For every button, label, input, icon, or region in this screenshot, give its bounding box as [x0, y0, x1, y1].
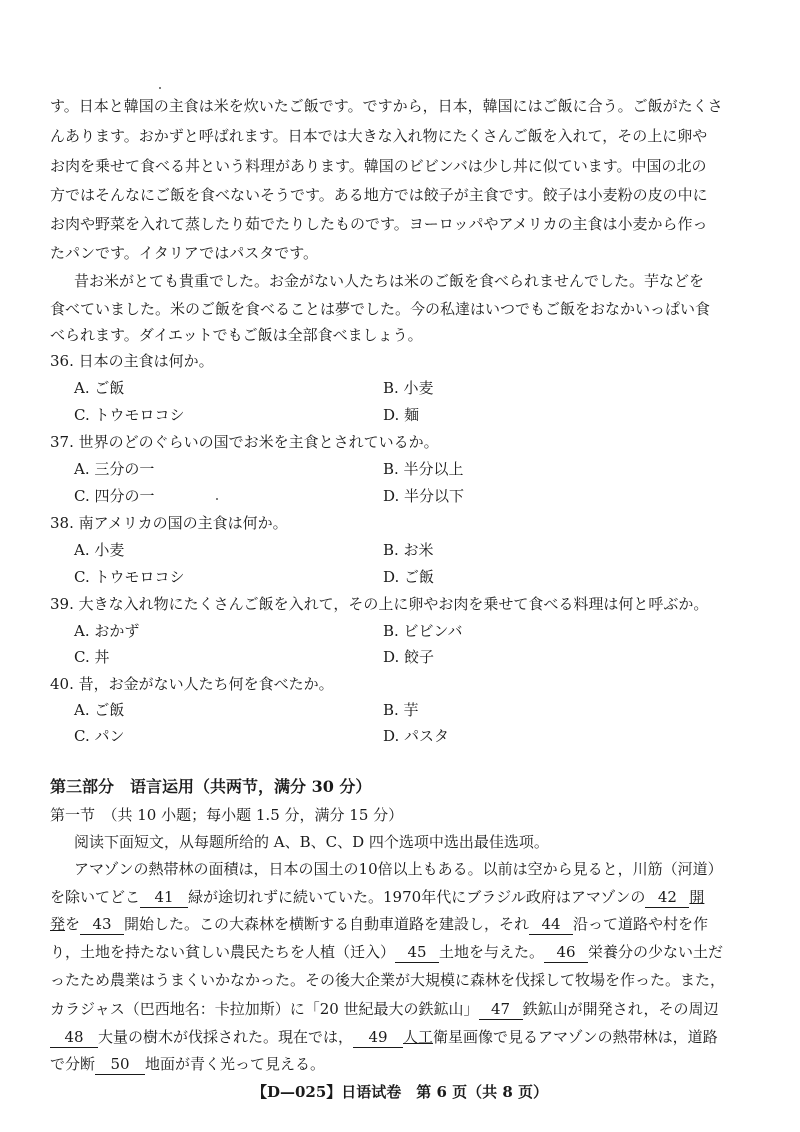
option-38-b[interactable]: B. お米 — [383, 541, 434, 559]
cloze-line — [50, 914, 762, 935]
option-39-b[interactable]: B. ビビンバ — [383, 622, 463, 640]
option-38-c[interactable]: C. トウモロコシ — [74, 568, 185, 586]
question-40: 40. 昔，お金がない人たち何を食べたか。 — [50, 675, 334, 693]
cloze-text: 土地を与えた。 — [439, 943, 545, 961]
section1-heading: 第一节 （共 10 小题；每小题 1.5 分，满分 15 分） — [50, 806, 404, 824]
cloze-text: を除いてどこ — [50, 888, 141, 906]
cloze-text: カラジャス（巴西地名：卡拉加斯）に「20 世紀最大の鉄鉱山」 — [50, 1000, 479, 1018]
cloze-line — [50, 999, 762, 1020]
option-40-b[interactable]: B. 芋 — [383, 701, 419, 719]
passage-line: す。日本と韓国の主食は米を炊いたご飯です。ですから，日本，韓国にはご飯に合う。ご飯がたくさ — [50, 97, 723, 115]
question-36: 36. 日本の主食は何か。 — [50, 352, 214, 370]
option-39-a[interactable]: A. おかず — [74, 622, 140, 640]
cloze-text: 沿って道路や村を作 — [573, 915, 709, 933]
option-38-a[interactable]: A. 小麦 — [74, 541, 125, 559]
passage-line: べられます。ダイエットでもご飯は全部食べましょう。 — [50, 326, 423, 344]
passage-line: お肉を乗せて食べる丼という料理があります。韓国のビビンバは少し丼に似ています。中国の北の — [50, 157, 707, 175]
blank-50[interactable]: 50 — [95, 1054, 145, 1075]
cloze-line — [50, 1027, 762, 1048]
option-38-d[interactable]: D. ご飯 — [383, 568, 435, 586]
cloze-line — [50, 942, 762, 963]
blank-46[interactable]: 46 — [544, 942, 588, 963]
passage-line: たパンです。イタリアではパスタです。 — [50, 244, 319, 262]
cloze-text: 栄養分の少ない土だ — [588, 943, 724, 961]
blank-41[interactable]: 41 — [140, 887, 188, 908]
blank-45[interactable]: 45 — [395, 942, 439, 963]
blank-49[interactable]: 49 — [353, 1027, 403, 1048]
cloze-line: ったため農業はうまくいかなかった。その後大企業が大規模に森林を伐採して牧場を作った。また， — [50, 971, 726, 989]
cloze-text: 開始した。この大森林を横断する自動車道路を建設し，それ — [124, 915, 530, 933]
passage-line: お肉や野菜を入れて蒸したり茹でたりしたものです。ヨーロッパやアメリカの主食は小麦から作っ — [50, 215, 708, 233]
blank-48[interactable]: 48 — [50, 1027, 98, 1048]
page-footer: 【D—025】日语试卷 第 6 页（共 8 页） — [251, 1083, 549, 1101]
passage-line: 方ではそんなにご飯を食べないそうです。ある地方では餃子が主食です。餃子は小麦粉の皮の中に — [50, 186, 708, 204]
passage-line: んあります。おかずと呼ばれます。日本では大きな入れ物にたくさんご飯を入れて，その上に卵や — [50, 127, 708, 145]
option-40-d[interactable]: D. パスタ — [383, 727, 450, 745]
cloze-text: 地面が青く光って見える。 — [145, 1055, 326, 1073]
blank-44[interactable]: 44 — [529, 914, 573, 935]
blank-43[interactable]: 43 — [80, 914, 124, 935]
cloze-text: 大量の樹木が伐採された。現在では， — [98, 1028, 354, 1046]
cloze-text: 鉄鉱山が開発され，その周辺 — [522, 1000, 719, 1018]
option-37-b[interactable]: B. 半分以上 — [383, 460, 464, 478]
option-37-a[interactable]: A. 三分の一 — [74, 460, 155, 478]
cloze-line — [50, 1054, 762, 1075]
cloze-line: アマゾンの熱帯林の面積は，日本の国土の10倍以上もある。以前は空から見ると，川筋（河道） — [74, 860, 723, 878]
cloze-line — [50, 887, 762, 908]
option-37-c[interactable]: C. 四分の一 — [74, 487, 155, 505]
option-40-a[interactable]: A. ご飯 — [74, 701, 125, 719]
question-39: 39. 大きな入れ物にたくさんご飯を入れて，その上に卵やお肉を乗せて食べる料理は何と呼ぶか。 — [50, 595, 709, 613]
cloze-text: 緑が途切れずに続いていた。1970年代にブラジル政府はアマゾンの — [188, 888, 646, 906]
blank-42[interactable]: 42 — [645, 887, 689, 908]
option-36-b[interactable]: B. 小麦 — [383, 379, 434, 397]
option-36-d[interactable]: D. 麺 — [383, 406, 420, 424]
section1-instruction: 阅读下面短文，从每题所给的 A、B、C、D 四个选项中选出最佳选项。 — [74, 833, 549, 851]
scan-speck — [216, 498, 218, 500]
cloze-underlined: 発 — [50, 915, 66, 933]
cloze-text: で分断 — [50, 1055, 96, 1073]
option-39-c[interactable]: C. 丼 — [74, 648, 110, 666]
option-36-c[interactable]: C. トウモロコシ — [74, 406, 185, 424]
option-39-d[interactable]: D. 餃子 — [383, 648, 435, 666]
scan-speck — [159, 87, 161, 89]
cloze-underlined: 開 — [689, 888, 705, 906]
option-40-c[interactable]: C. パン — [74, 727, 125, 745]
option-36-a[interactable]: A. ご飯 — [74, 379, 125, 397]
cloze-underlined: 人工 — [403, 1028, 434, 1046]
part3-heading: 第三部分 语言运用（共两节，满分 30 分） — [50, 777, 372, 796]
blank-47[interactable]: 47 — [479, 999, 523, 1020]
question-38: 38. 南アメリカの国の主食は何か。 — [50, 514, 288, 532]
question-37: 37. 世界のどのぐらいの国でお米を主食とされているか。 — [50, 433, 439, 451]
cloze-text: 衛星画像で見るアマゾンの熱帯林は，道路 — [433, 1028, 718, 1046]
option-37-d[interactable]: D. 半分以下 — [383, 487, 465, 505]
passage-line: 昔お米がとても貴重でした。お金がない人たちは米のご飯を食べられませんでした。芋などを — [74, 272, 705, 290]
passage-line: 食べていました。米のご飯を食べることは夢でした。今の私達はいつでもご飯をおなかいっぱい食 — [50, 300, 711, 318]
cloze-text: り，土地を持たない貧しい農民たちを人植（迁入） — [50, 943, 396, 961]
cloze-text: を — [65, 915, 81, 933]
